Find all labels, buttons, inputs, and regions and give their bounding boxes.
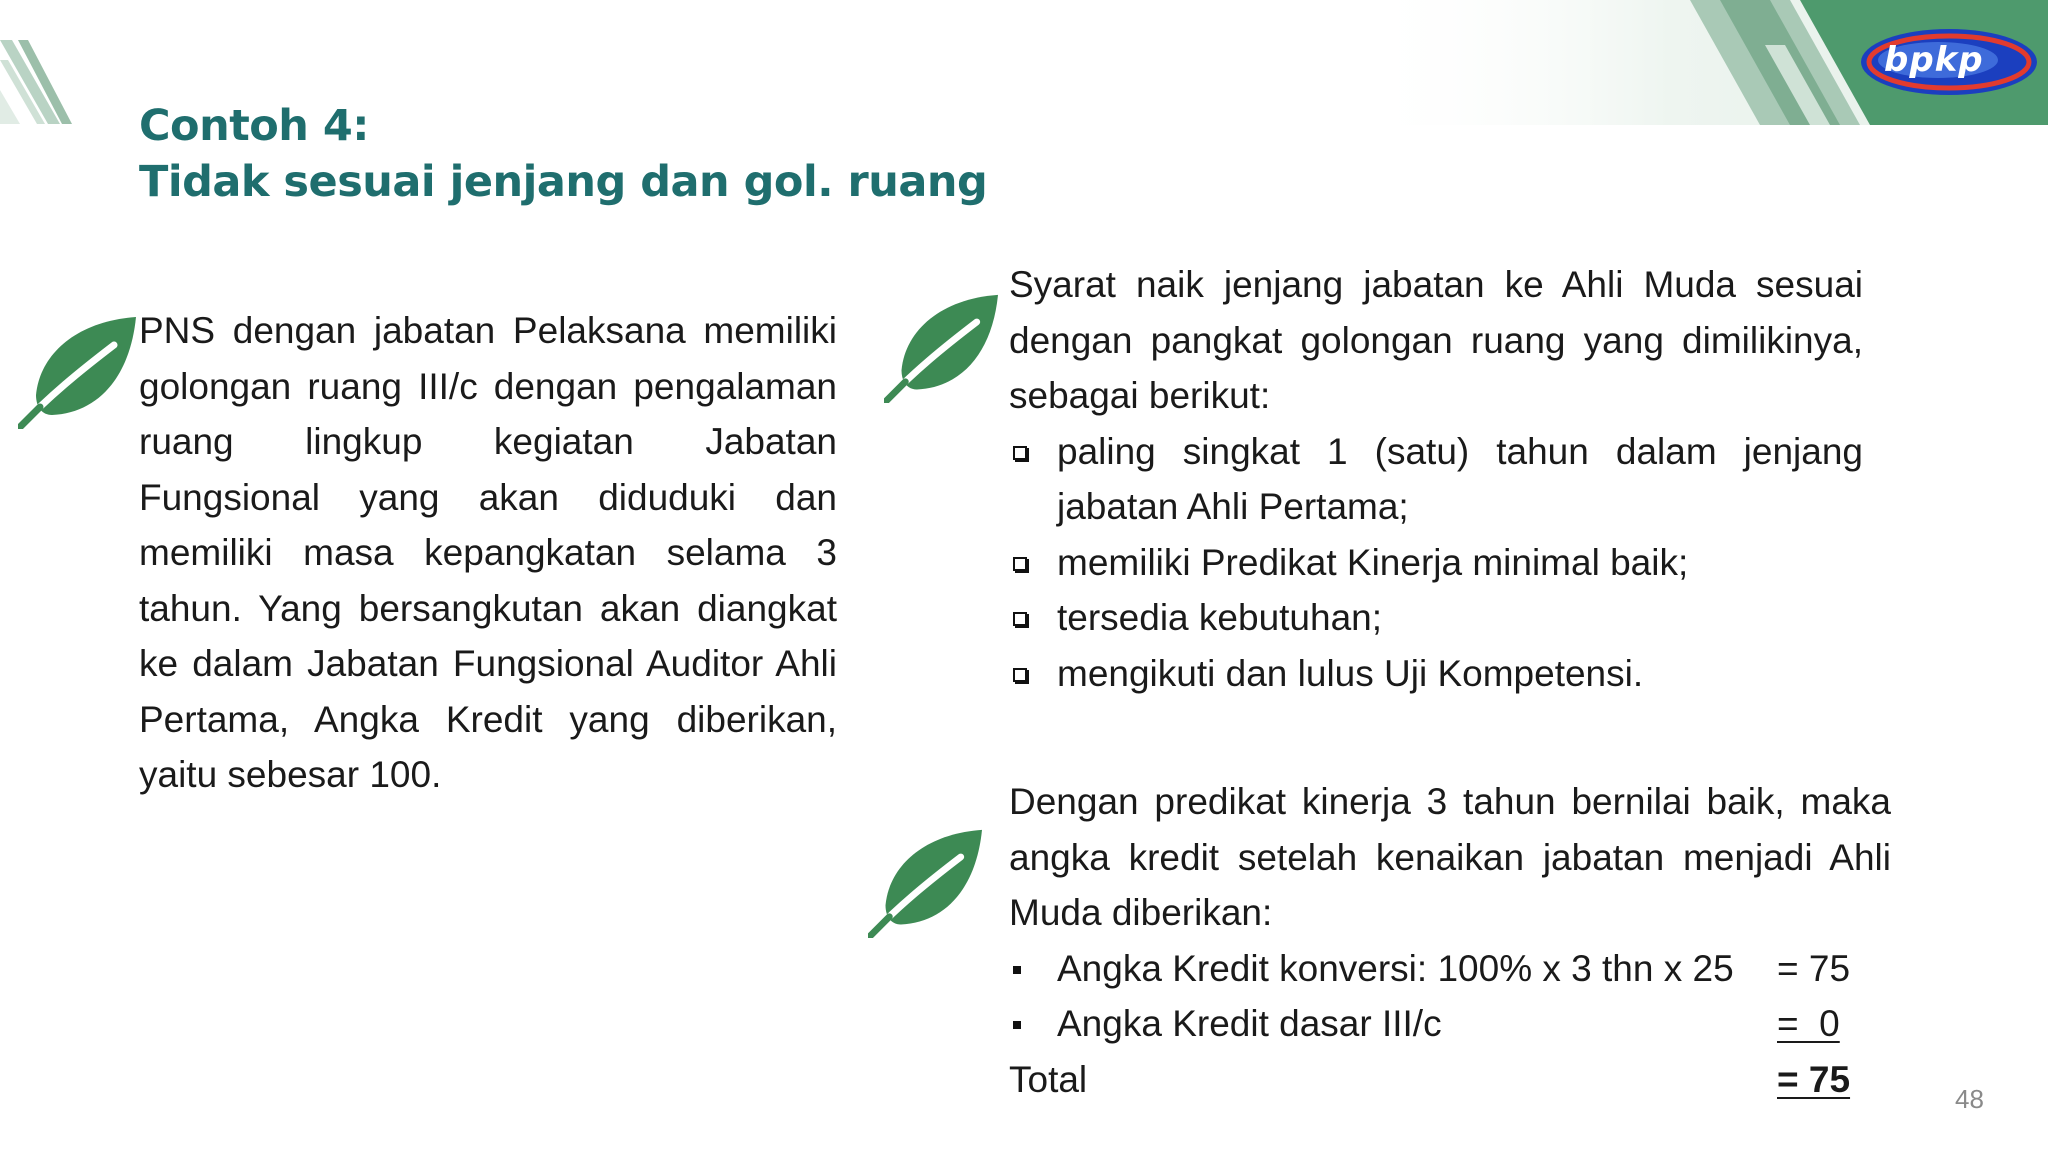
list-item: paling singkat 1 (satu) tahun dalam jenjang jabatan Ahli Pertama; [1009, 424, 1863, 535]
calculation-value: = 0 [1777, 1003, 1840, 1044]
page-number: 48 [1955, 1084, 1984, 1114]
leaf-icon [18, 315, 140, 429]
checkbox-bullet-icon [1013, 557, 1027, 571]
slide-title [139, 98, 987, 210]
square-bullet-icon [1013, 1021, 1021, 1029]
leaf-icon [884, 293, 1002, 403]
calculation-value: = 75 [1777, 947, 1851, 989]
requirements-intro: Syarat naik jenjang jabatan ke Ahli Muda sesuai dengan pangkat golongan ruang yang dimilikinya, sebagai berikut: [1009, 264, 1863, 416]
checkbox-bullet-icon [1013, 612, 1027, 626]
requirements-list [1009, 424, 1863, 702]
slide-title-line1: Contoh 4: [139, 101, 370, 151]
credit-calculation [1009, 774, 1891, 1107]
case-description: PNS dengan jabatan Pelaksana memiliki golongan ruang III/c dengan pengalaman ruang lingkup kegiatan Jabatan Fungsional yang akan diduduki dan memiliki masa kepangkatan selama 3 tahun. Yang bersangkutan akan diangkat ke dalam Jabatan Fungsional Auditor Ahli Pertama, Angka Kredit yang diberikan, yaitu sebesar 100. [139, 310, 837, 795]
calculation-row [1009, 941, 1891, 997]
list-item: memiliki Predikat Kinerja minimal baik; [1009, 535, 1863, 591]
calculation-total-row [1009, 1052, 1891, 1108]
checkbox-bullet-icon [1013, 668, 1027, 682]
calculation-label: Angka Kredit konversi: 100% x 3 thn x 25 [1057, 947, 1734, 989]
calculation-intro: Dengan predikat kinerja 3 tahun bernilai baik, maka angka kredit setelah kenaikan jabatan menjadi Ahli Muda diberikan: [1009, 781, 1891, 933]
list-item: mengikuti dan lulus Uji Kompetensi. [1009, 646, 1863, 702]
slide-title-line2: Tidak sesuai jenjang dan gol. ruang [139, 157, 988, 207]
checkbox-bullet-icon [1013, 446, 1027, 460]
list-item: tersedia kebutuhan; [1009, 590, 1863, 646]
total-label: Total [1009, 1058, 1088, 1100]
corner-decoration-left [0, 0, 90, 130]
square-bullet-icon [1013, 966, 1021, 974]
calculation-row [1009, 996, 1891, 1052]
total-value: = 75 [1777, 1058, 1851, 1100]
bpkp-logo-text: bpkp [1884, 40, 1984, 80]
leaf-icon [868, 828, 986, 938]
requirements-section [1009, 257, 1863, 701]
calculation-label: Angka Kredit dasar III/c [1057, 1003, 1442, 1044]
bpkp-logo [1858, 26, 2040, 98]
